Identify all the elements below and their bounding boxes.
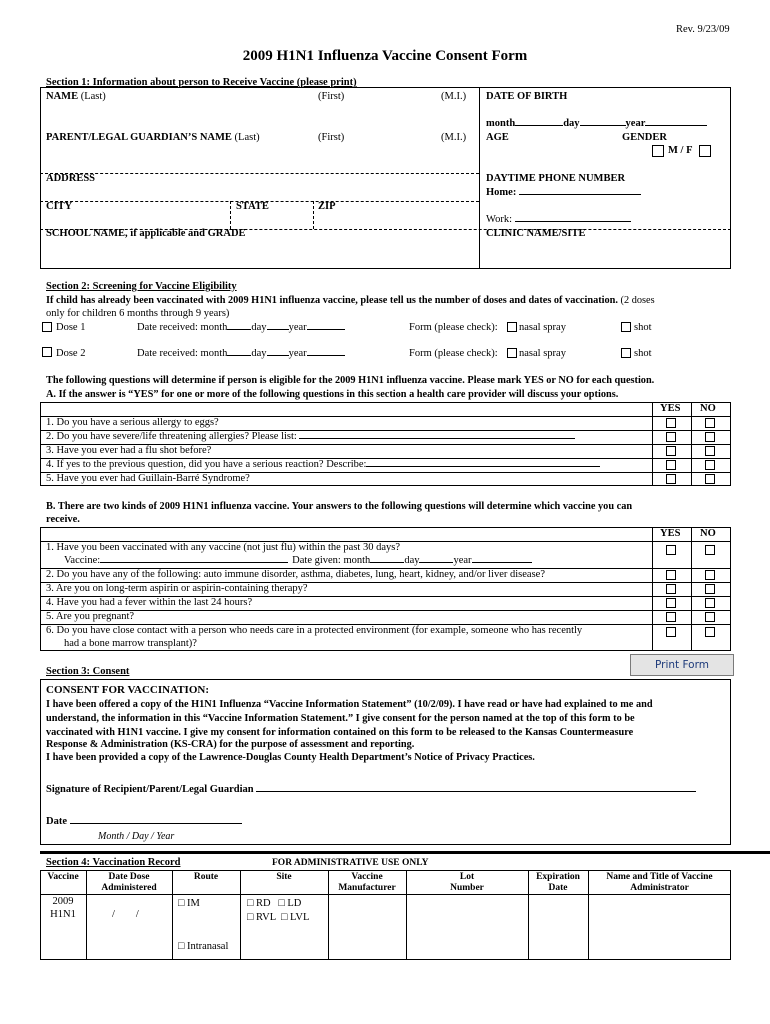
part-b-question-2: 2. Do you have any of the following: auto immune disorder, asthma, diabetes, lung, heart, kidney, and/or liver disease? [46, 569, 545, 580]
gender-m-checkbox[interactable] [652, 145, 664, 157]
part-a-q5-yes-checkbox[interactable] [666, 474, 676, 484]
row-vaccine-line1: 2009 [52, 896, 74, 907]
row-vaccine-line2: H1N1 [50, 909, 76, 920]
part-b-q6-yes-checkbox[interactable] [666, 627, 676, 637]
page-title: 2009 H1N1 Influenza Vaccine Consent Form [242, 48, 528, 64]
part-a-q5-no-checkbox[interactable] [705, 474, 715, 484]
date-field[interactable]: Date [46, 816, 242, 827]
col-lot-header-2: Number [450, 883, 484, 893]
part-b-q3-yes-checkbox[interactable] [666, 584, 676, 594]
section2-intro-line2: only for children 6 months through 9 years) [46, 308, 230, 319]
consent-paragraph-line-2: understand, the information in this “Vaccine Information Statement.” I give consent for the person named at the top of this form to be [46, 713, 635, 724]
part-b-instructions: B. There are two kinds of 2009 H1N1 influenza vaccine. Your answers to the following questions will determine which vaccine you can [46, 501, 633, 512]
consent-paragraph-line-1: I have been offered a copy of the H1N1 Influenza “Vaccine Information Statement” (10/2/09). I have read or have had explained to me and [46, 699, 653, 710]
zip-label[interactable]: ZIP [318, 201, 336, 212]
consent-paragraph-line-5: I have been provided a copy of the Lawrence-Douglas County Health Department’s Notice of Privacy Practices. [46, 752, 535, 763]
revision-date: Rev. 9/23/09 [676, 24, 730, 35]
part-a-q3-yes-checkbox[interactable] [666, 446, 676, 456]
part-a-q4-no-checkbox[interactable] [705, 460, 715, 470]
section2-intro: If child has already been vaccinated with 2009 H1N1 influenza vaccine, please tell us the number of doses and dates of vaccination. (2 doses [46, 295, 655, 306]
col-administrator-header-2: Administrator [630, 883, 689, 893]
part-a-question-4[interactable]: 4. If yes to the previous question, did you have a serious reaction? Describe: [46, 459, 600, 470]
part-b-q6-no-checkbox[interactable] [705, 627, 715, 637]
dose1-checkbox[interactable] [42, 322, 52, 332]
site-options-row1[interactable]: □ RD □ LD [247, 898, 302, 909]
col-administrator-header: Name and Title of Vaccine [606, 872, 713, 882]
col-date-dose-header-2: Administered [101, 883, 157, 893]
route-im-option[interactable]: □ IM [178, 898, 200, 909]
work-phone-field[interactable]: Work: [486, 214, 631, 225]
part-b-yes-header: YES [660, 528, 681, 539]
gender-label: GENDER [622, 132, 667, 143]
part-b-question-6: 6. Do you have close contact with a person who needs care in a protected environment (for example, someone who has recently [46, 625, 583, 636]
part-b-question-4: 4. Have you had a fever within the last 24 hours? [46, 597, 253, 608]
dose1-label: Dose 1 [56, 322, 86, 333]
dose2-date-field[interactable]: Date received: month day year [137, 348, 345, 359]
dose1-form-label: Form (please check): [409, 322, 498, 333]
part-b-instructions-line2: receive. [46, 514, 80, 525]
clinic-label[interactable]: CLINIC NAME/SITE [486, 228, 586, 239]
part-b-question-5: 5. Are you pregnant? [46, 611, 135, 622]
guardian-mi-label: (M.I.) [441, 132, 467, 143]
admin-use-note: FOR ADMINISTRATIVE USE ONLY [272, 858, 429, 868]
section4-heading: Section 4: Vaccination Record [46, 857, 181, 868]
col-site-header: Site [276, 872, 292, 882]
part-b-q5-yes-checkbox[interactable] [666, 612, 676, 622]
col-vaccine-header: Vaccine [47, 872, 79, 882]
col-manufacturer-header-2: Manufacturer [338, 883, 396, 893]
part-a-question-5: 5. Have you ever had Guillain-Barré Syndrome? [46, 473, 250, 484]
dose1-shot-label: shot [634, 322, 652, 333]
part-a-q2-no-checkbox[interactable] [705, 432, 715, 442]
dose2-form-label: Form (please check): [409, 348, 498, 359]
part-b-q2-yes-checkbox[interactable] [666, 570, 676, 580]
section1-heading: Section 1: Information about person to Receive Vaccine (please print) [46, 77, 357, 88]
part-b-question-1: 1. Have you been vaccinated with any vaccine (not just flu) within the past 30 days? [46, 542, 400, 553]
phone-label: DAYTIME PHONE NUMBER [486, 173, 626, 184]
route-intranasal-option[interactable]: □ Intranasal [178, 941, 229, 952]
part-a-question-3: 3. Have you ever had a flu shot before? [46, 445, 212, 456]
part-a-no-header: NO [700, 403, 716, 414]
home-phone-field[interactable]: Home: [486, 187, 641, 198]
dose2-nasal-checkbox[interactable] [507, 348, 517, 358]
section3-heading: Section 3: Consent [46, 666, 130, 677]
dose1-date-field[interactable]: Date received: month day year [137, 322, 345, 333]
part-a-q1-no-checkbox[interactable] [705, 418, 715, 428]
part-b-q1-no-checkbox[interactable] [705, 545, 715, 555]
print-form-button[interactable]: Print Form [630, 654, 734, 676]
part-b-q2-no-checkbox[interactable] [705, 570, 715, 580]
dose1-shot-checkbox[interactable] [621, 322, 631, 332]
dose2-label: Dose 2 [56, 348, 86, 359]
part-a-q4-yes-checkbox[interactable] [666, 460, 676, 470]
site-options-row2[interactable]: □ RVL □ LVL [247, 912, 310, 923]
part-b-question-3: 3. Are you on long-term aspirin or aspirin-containing therapy? [46, 583, 308, 594]
part-a-q2-yes-checkbox[interactable] [666, 432, 676, 442]
part-a-question-1: 1. Do you have a serious allergy to eggs? [46, 417, 219, 428]
guardian-field[interactable]: PARENT/LEGAL GUARDIAN’S NAME (Last) [46, 132, 260, 143]
name-mi-label: (M.I.) [441, 91, 467, 102]
section1-box [40, 87, 731, 269]
school-label[interactable]: SCHOOL NAME, if applicable and GRADE [46, 228, 246, 239]
consent-paragraph-line-3: vaccinated with H1N1 vaccine. I give my consent for information contained on this form to be released to the Kansas Countermeasure [46, 727, 634, 738]
dose1-nasal-label: nasal spray [519, 322, 566, 333]
dose1-nasal-checkbox[interactable] [507, 322, 517, 332]
name-field[interactable]: NAME (Last) [46, 91, 106, 102]
col-date-dose-header: Date Dose [108, 872, 150, 882]
city-label[interactable]: CITY [46, 201, 73, 212]
col-expiration-header-2: Date [548, 883, 568, 893]
section2-heading: Section 2: Screening for Vaccine Eligibility [46, 281, 237, 292]
consent-title: CONSENT FOR VACCINATION: [46, 684, 209, 696]
part-a-question-2[interactable]: 2. Do you have severe/life threatening allergies? Please list: [46, 431, 575, 442]
consent-paragraph-line-4: Response & Administration (KS-CRA) for the purpose of assessment and reporting. [46, 739, 415, 750]
part-b-q4-no-checkbox[interactable] [705, 598, 715, 608]
part-b-q5-no-checkbox[interactable] [705, 612, 715, 622]
col-expiration-header: Expiration [536, 872, 580, 882]
part-b-q4-yes-checkbox[interactable] [666, 598, 676, 608]
dob-field[interactable]: month day year [486, 118, 707, 129]
state-label[interactable]: STATE [236, 201, 269, 212]
part-b-q1-yes-checkbox[interactable] [666, 545, 676, 555]
dose2-nasal-label: nasal spray [519, 348, 566, 359]
dose2-shot-checkbox[interactable] [621, 348, 631, 358]
row-date-administered[interactable]: / / [112, 909, 139, 920]
gender-mf-label: M / F [668, 145, 693, 156]
signature-field[interactable]: Signature of Recipient/Parent/Legal Guardian [46, 784, 696, 795]
dob-label: DATE OF BIRTH [486, 91, 568, 102]
col-manufacturer-header: Vaccine [351, 872, 383, 882]
dose2-shot-label: shot [634, 348, 652, 359]
part-a-instructions: A. If the answer is “YES” for one or more of the following questions in this section a health care provider will discuss your options. [46, 389, 619, 400]
gender-f-checkbox[interactable] [699, 145, 711, 157]
part-b-question-6-line2: had a bone marrow transplant)? [64, 638, 197, 649]
name-first-label: (First) [318, 91, 345, 102]
part-b-q3-no-checkbox[interactable] [705, 584, 715, 594]
dose2-checkbox[interactable] [42, 347, 52, 357]
age-label: AGE [486, 132, 509, 143]
part-a-yes-header: YES [660, 403, 681, 414]
date-format-hint: Month / Day / Year [98, 831, 175, 842]
eligibility-instructions: The following questions will determine if person is eligible for the 2009 H1N1 influenza vaccine. Please mark YES or NO for each question. [46, 375, 655, 386]
col-route-header: Route [193, 872, 219, 882]
address-label[interactable]: ADDRESS [46, 173, 96, 184]
part-a-q1-yes-checkbox[interactable] [666, 418, 676, 428]
part-b-q1-detail[interactable]: Vaccine: Date given: month day year [64, 555, 532, 566]
col-lot-header: Lot [459, 872, 475, 882]
part-a-q3-no-checkbox[interactable] [705, 446, 715, 456]
guardian-first-label: (First) [318, 132, 345, 143]
part-b-no-header: NO [700, 528, 716, 539]
